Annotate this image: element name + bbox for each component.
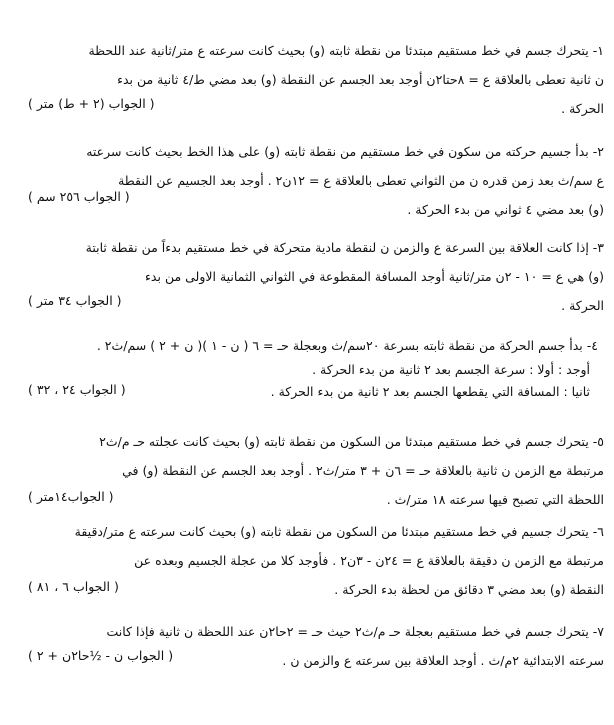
problem-5 (14, 427, 604, 517)
problem-2-line-1: ٢- بدأ جسيم حركته من سكون في خط مستقيم من نقطة ثابته (و) على هذا الخط بحيث كانت سرعته (86, 144, 604, 159)
problem-7 (14, 617, 604, 697)
problem-5-line-1: ٥- يتحرك جسم في خط مستقيم مبتدئا من السكون من نقطة ثابته (و) بحيث كانت عجلته حـ م/ث٢ (99, 434, 604, 449)
problem-6-line-3: النقطة (و) بعد مضي ٣ دقائق من لحظة بدء الحركة . (334, 582, 604, 597)
problem-3-line-2: (و) هي ع = ١٠ - ٢ن متر/ثانية أوجد المسافة المقطوعة في الثواني الثمانية الاولى من بدء (145, 269, 604, 284)
problem-6-line-1: ٦- يتحرك جسيم في خط مستقيم مبتدئا من السكون من نقطة ثابته (و) بحيث كانت سرعته ع متر/دقيقة (74, 524, 604, 539)
problem-7-line-1: ٧- يتحرك جسم في خط مستقيم بعجلة حـ م/ث٢ حيث حـ = ٢حا٢ن عند اللحظة ن ثانية فإذا كانت (106, 624, 604, 639)
problem-4-answer: ( الجواب ٢٤ ، ٣٢ ) (28, 382, 126, 397)
problem-6 (14, 517, 604, 617)
problem-2-line-2: ع سم/ث بعد زمن قدره ن من الثواني تعطى بالعلاقة ع = ١٢ن٢ . أوجد بعد الجسيم عن النقطة (118, 173, 604, 188)
problem-1-line-3: الحركة . (561, 101, 604, 116)
problem-5-line-3: اللحظة التي تصبح فيها سرعته ١٨ متر/ث . (386, 492, 604, 507)
problem-3 (14, 233, 604, 331)
problem-7-line-2: سرعته الابتدائية ٢م/ث . أوجد العلاقة بين سرعته ع والزمن ن . (282, 653, 604, 668)
problem-1-line-1: ١- يتحرك جسم في خط مستقيم مبتدئا من نقطة ثابته (و) بحيث كانت سرعته ع متر/ثانية عند اللحظة (88, 43, 604, 58)
problem-6-answer: ( الجواب ٦ ، ٨١ ) (28, 579, 119, 594)
problem-1 (14, 36, 604, 137)
problem-5-line-2: مرتبطة مع الزمن ن ثانية بالعلاقة حـ = ٦ن + ٣ متر/ث٢ . أوجد بعد الجسم عن النقطة (و) في (122, 463, 604, 478)
problem-2 (14, 137, 604, 233)
problem-2-answer: ( الجواب ٢٥٦ سم ) (28, 189, 130, 204)
problem-3-line-1: ٣- إذا كانت العلاقة بين السرعة ع والزمن ن لنقطة مادية متحركة في خط مستقيم بدءاً من نقطة ثابتة (85, 240, 604, 255)
problem-3-answer: ( الجواب ٣٤ متر ) (28, 293, 122, 308)
problem-5-answer: ( الجواب١٤متر ) (28, 489, 114, 504)
problem-7-answer: ( الجواب ن - ½حا٢ن + ٢ ) (28, 648, 174, 663)
problem-3-line-3: الحركة . (561, 298, 604, 313)
problem-2-line-3: (و) بعد مضي ٤ ثواني من بدء الحركة . (407, 202, 604, 217)
problem-4-line-1: ٤- بدأ جسم الحركة من نقطة ثابته بسرعة ٢٠سم/ث وبعجلة حـ = ٦ ( ن - ١ )( ن + ٢ ) سم/ث٢ . (96, 338, 598, 353)
problem-4-line-2: أوجد : أولا : سرعة الجسم بعد ٢ ثانية من بدء الحركة . (312, 362, 590, 377)
problem-6-line-2: مرتبطة مع الزمن ن دقيقة بالعلاقة ع = ٢٤ن - ٣ن٢ . فأوجد كلا من عجلة الجسيم وبعده عن (134, 553, 604, 568)
problem-4 (14, 331, 604, 427)
problem-4-line-3: ثانيا : المسافة التي يقطعها الجسم بعد ٢ ثانية من بدء الحركة . (270, 384, 590, 399)
problem-1-answer: ( الجواب (٢ + ط) متر ) (28, 96, 155, 111)
problem-1-line-2: ن ثانية تعطى بالعلاقة ع = ٨حتا٢ن أوجد بعد الجسم عن النقطة (و) بعد مضي ط/٤ ثانية من بدء (117, 72, 604, 87)
